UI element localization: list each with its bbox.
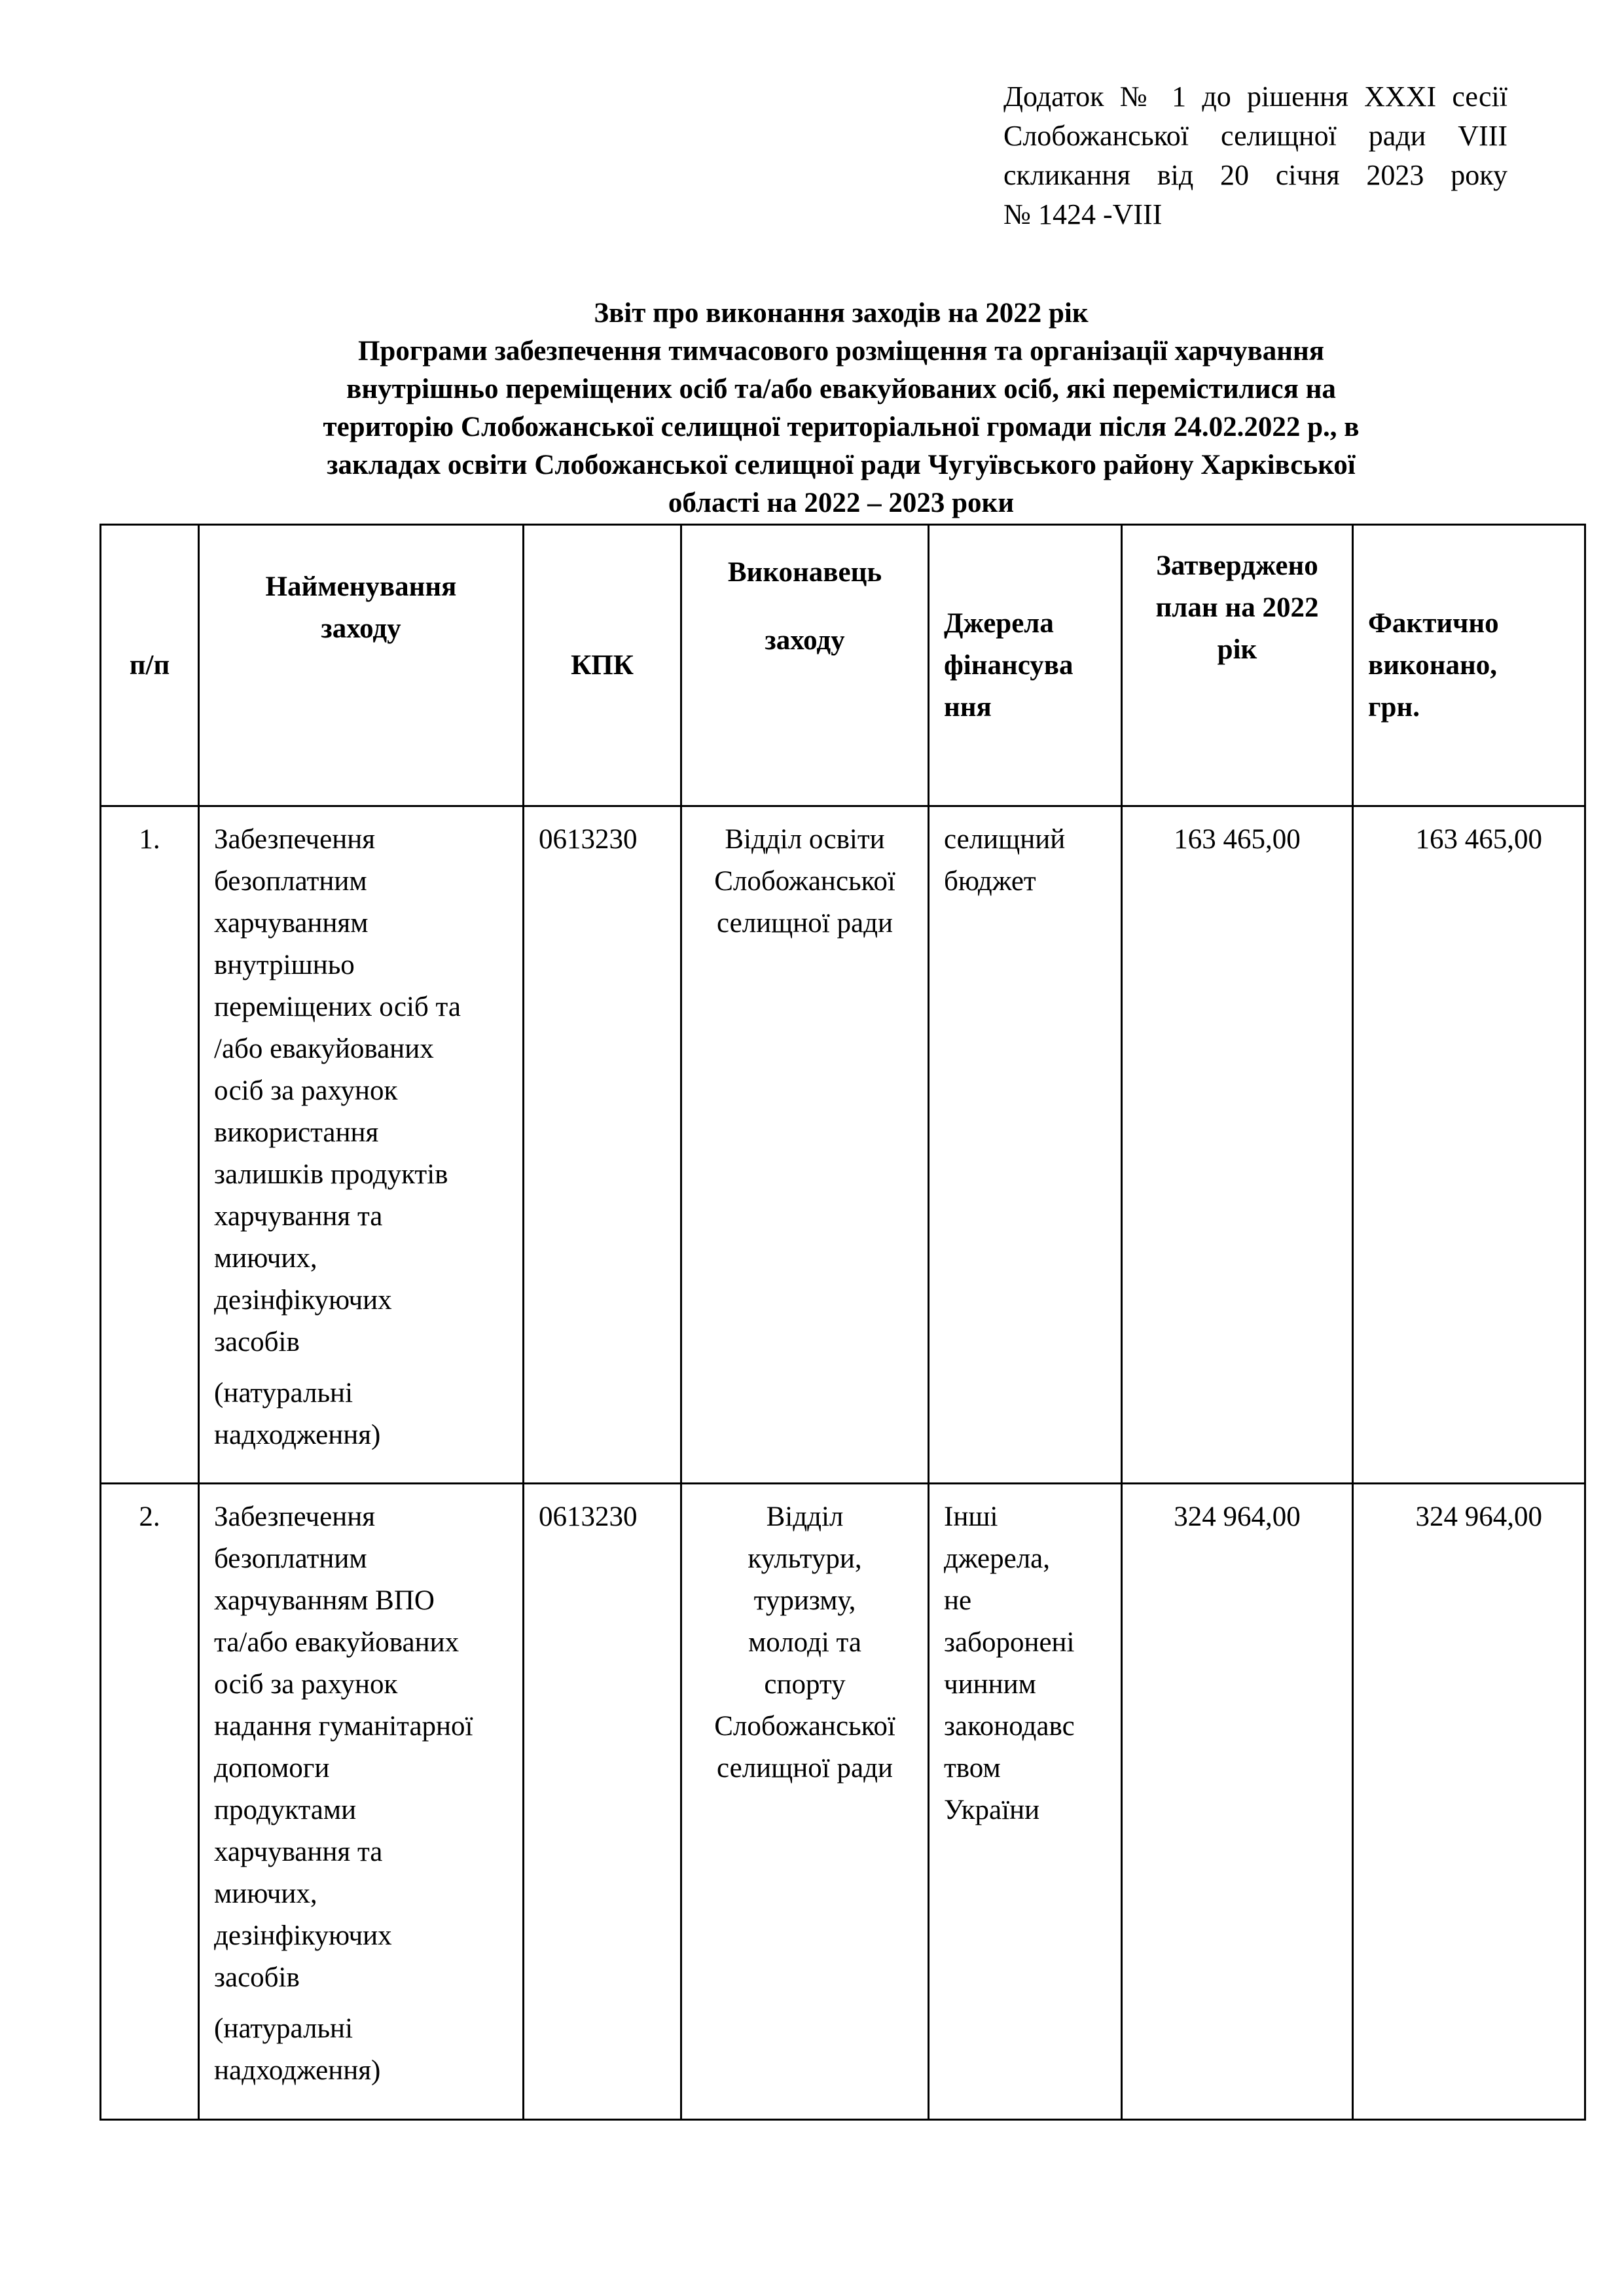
- document-title: [98, 295, 1584, 522]
- measure-name-line: Забезпечення: [214, 1501, 376, 1532]
- actual-amount: [1353, 1484, 1585, 2120]
- addendum-line: Слобожанської селищної ради VIII: [1003, 120, 1507, 152]
- executor-line: Відділ: [766, 1501, 844, 1532]
- header-kpk: [524, 525, 681, 806]
- table-header-row: [101, 525, 1585, 806]
- addendum-line: № 1424 -VIII: [1003, 198, 1163, 230]
- planned-amount: [1122, 806, 1353, 1484]
- row-number: [101, 806, 199, 1484]
- header-source: [929, 525, 1122, 806]
- table-row: [101, 806, 1585, 1484]
- measure-name-line: переміщених осіб та: [214, 992, 461, 1022]
- actual-amount: [1353, 806, 1585, 1484]
- source-line: бюджет: [944, 866, 1036, 897]
- executor-line: селищної ради: [717, 908, 893, 939]
- note-line: надходження): [214, 1420, 381, 1450]
- executor: [681, 1484, 929, 2120]
- measure-name-line: миючих,: [214, 1243, 317, 1274]
- actual-amount-text: 163 465,00: [1415, 824, 1542, 855]
- header-text: Виконавець: [727, 557, 882, 588]
- header-text: грн.: [1368, 691, 1420, 723]
- header-text: Фактично: [1368, 607, 1499, 639]
- executor-line: культури,: [748, 1543, 862, 1574]
- header-text: КПК: [571, 649, 634, 681]
- note-line: (натуральні: [214, 1378, 353, 1408]
- funding-note: [214, 2008, 517, 2092]
- header-text: заходу: [321, 613, 401, 644]
- measure-name-line: безоплатним: [214, 1543, 367, 1574]
- title-line: внутрішньо переміщених осіб та/або евакуйованих осіб, які перемістилися на: [346, 374, 1336, 404]
- source-line: законодавс: [944, 1711, 1075, 1742]
- header-text: ння: [944, 691, 992, 723]
- measure-name-line: харчування та: [214, 1201, 383, 1232]
- source-line: Інші: [944, 1501, 998, 1532]
- title-line: області на 2022 – 2023 роки: [668, 488, 1015, 518]
- executor-line: Слобожанської: [714, 1711, 895, 1742]
- row-number: [101, 1484, 199, 2120]
- measure-name-line: Забезпечення: [214, 824, 376, 855]
- funding-source: [929, 1484, 1122, 2120]
- header-text: фінансува: [944, 649, 1074, 681]
- source-line: селищний: [944, 824, 1066, 855]
- executor-line: спорту: [764, 1669, 846, 1700]
- title-line: Програми забезпечення тимчасового розміщення та організації харчування: [357, 336, 1325, 367]
- note-line: (натуральні: [214, 2013, 353, 2044]
- title-line: територію Слобожанської селищної територіальної громади після 24.02.2022 р., в: [323, 412, 1360, 442]
- header-text: Джерела: [944, 607, 1054, 639]
- measure-name-line: харчування та: [214, 1837, 383, 1867]
- measure-name-line: внутрішньо: [214, 950, 355, 980]
- measure-name-line: засобів: [214, 1962, 300, 1993]
- header-fact: [1353, 525, 1585, 806]
- header-name: [199, 525, 524, 806]
- measure-name-line: осіб за рахунок: [214, 1669, 398, 1700]
- measure-name-line: миючих,: [214, 1878, 317, 1909]
- measure-name-line: та/або евакуйованих: [214, 1627, 460, 1658]
- header-plan: [1122, 525, 1353, 806]
- header-text: план на 2022: [1155, 592, 1319, 623]
- executor-line: молоді та: [748, 1627, 861, 1658]
- source-line: не: [944, 1585, 972, 1616]
- measure-name-line: безоплатним: [214, 866, 367, 897]
- executor-line: селищної ради: [717, 1753, 893, 1784]
- executor-line: Слобожанської: [714, 866, 895, 897]
- kpk-text: 0613230: [539, 1501, 638, 1532]
- measure-name-line: дезінфікуючих: [214, 1920, 392, 1951]
- header-text: виконано,: [1368, 649, 1498, 681]
- addendum-line: скликання від 20 січня 2023 року: [1003, 159, 1507, 191]
- funding-source: [929, 806, 1122, 1484]
- executor-line: Відділ освіти: [725, 824, 885, 855]
- source-line: України: [944, 1795, 1040, 1825]
- header-text: п/п: [129, 649, 170, 681]
- measure-name: [199, 806, 524, 1484]
- measure-name: [199, 1484, 524, 2120]
- row-number-text: 1.: [139, 824, 160, 855]
- addendum-note: [1003, 77, 1507, 234]
- header-num: [101, 525, 199, 806]
- measure-name-line: допомоги: [214, 1753, 330, 1784]
- planned-amount-text: 324 964,00: [1174, 1501, 1301, 1532]
- kpk-code: [524, 806, 681, 1484]
- addendum-line: Додаток № 1 до рішення XXXI сесії: [1003, 81, 1507, 113]
- header-text: Найменування: [265, 571, 457, 602]
- actual-amount-text: 324 964,00: [1415, 1501, 1542, 1532]
- measures-table: [99, 524, 1586, 2121]
- table-row: [101, 1484, 1585, 2120]
- title-line: закладах освіти Слобожанської селищної ради Чугуївського району Харківської: [327, 450, 1356, 480]
- note-line: надходження): [214, 2055, 381, 2086]
- source-line: джерела,: [944, 1543, 1050, 1574]
- measure-name-line: використання: [214, 1117, 379, 1148]
- executor: [681, 806, 929, 1484]
- title-line: Звіт про виконання заходів на 2022 рік: [594, 298, 1089, 329]
- measure-name-line: харчуванням ВПО: [214, 1585, 435, 1616]
- row-number-text: 2.: [139, 1501, 160, 1532]
- kpk-code: [524, 1484, 681, 2120]
- planned-amount-text: 163 465,00: [1174, 824, 1301, 855]
- measure-name-line: надання гуманітарної: [214, 1711, 473, 1742]
- measure-name-line: осіб за рахунок: [214, 1075, 398, 1106]
- measure-name-line: продуктами: [214, 1795, 357, 1825]
- header-text: рік: [1217, 634, 1257, 665]
- executor-line: туризму,: [753, 1585, 856, 1616]
- funding-note: [214, 1372, 517, 1456]
- measure-name-line: дезінфікуючих: [214, 1285, 392, 1316]
- source-line: твом: [944, 1753, 1001, 1784]
- measure-name-line: залишків продуктів: [214, 1159, 448, 1190]
- measure-name-line: засобів: [214, 1327, 300, 1357]
- measure-name-line: харчуванням: [214, 908, 369, 939]
- measure-name-line: /або евакуйованих: [214, 1033, 434, 1064]
- source-line: заборонені: [944, 1627, 1075, 1658]
- header-text: заходу: [765, 625, 845, 656]
- planned-amount: [1122, 1484, 1353, 2120]
- header-text: Затверджено: [1156, 550, 1318, 581]
- kpk-text: 0613230: [539, 824, 638, 855]
- header-executor: [681, 525, 929, 806]
- source-line: чинним: [944, 1669, 1036, 1700]
